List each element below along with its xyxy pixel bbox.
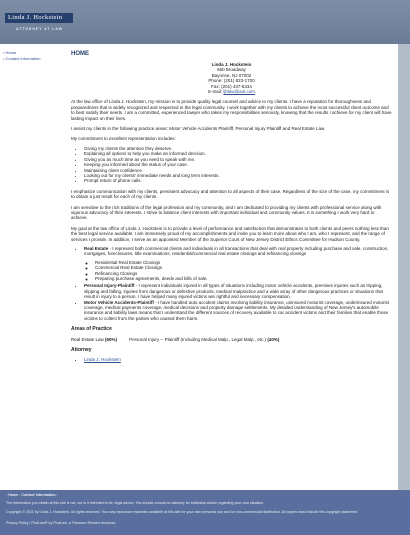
- list-item: • Explaining all options to help you make an informed decision.: [84, 151, 392, 156]
- area-item: [129, 337, 279, 342]
- area-percent: (60%): [105, 336, 118, 342]
- list-item: ◦ Preparing purchase agreements, deeds and bills of sale.: [95, 276, 392, 281]
- list-item: ◦ Commercial Real Estate Closings: [95, 265, 392, 270]
- footer-copyright: Copyright © 2011 by Linda J. Hockstein. All rights reserved. You may reproduce materials available at this site for your own personal use and for non-commercial distribution. All copies must include this copyright statement.: [6, 510, 359, 514]
- commitment-paragraph: My commitment to excellent representation includes:: [71, 136, 176, 142]
- site-footer: [0, 490, 410, 535]
- list-item: • Giving my clients the attention they deserve.: [84, 146, 392, 151]
- page-content: [0, 44, 398, 490]
- attorney-heading: Attorney: [71, 347, 92, 354]
- sidebar-item-home[interactable]: • Home: [3, 50, 59, 56]
- attorney-link[interactable]: Linda J. Hockstein: [84, 357, 121, 363]
- practice-list: [71, 246, 392, 321]
- list-item: • Giving you as much time as you need to speak with me.: [84, 157, 392, 162]
- list-item: • Prompt return of phone calls.: [84, 178, 392, 183]
- footer-policy[interactable]: Privacy Policy | FindLaw® by FindLaw, a Thomson Reuters business: [6, 521, 116, 525]
- list-item: ◦ Refinancing Closings: [95, 271, 392, 276]
- email-label: E-mail:: [208, 89, 223, 95]
- areas-heading: Areas of Practice: [71, 326, 112, 333]
- sidebar-item-contact[interactable]: • Contact Information: [3, 56, 59, 62]
- site-header: [0, 0, 410, 44]
- commitment-list: [71, 146, 392, 184]
- list-item: ◦ Residential Real Estate Closings: [95, 260, 392, 265]
- email-link[interactable]: ljhlaw@aol.com: [223, 89, 255, 95]
- area-label: Real Estate Law: [71, 336, 104, 342]
- intro-paragraph: At the law office of Linda J. Hockstein, my mission is to provide quality legal counsel and advice to my clients. I have a reputation for thoroughness and preparedness that is widely recognized and respected in the legal community. I work together with my clients to achieve the most successful client outcome and to best satisfy their needs. I am a committed, experienced lawyer who takes my responsibilities seriously, knowing that the results I achieve for my client will have lasting impact on their lives.: [71, 99, 392, 121]
- address-street: 660 Broadway: [217, 67, 246, 73]
- address-name: Linda J. Hockstein: [211, 62, 252, 67]
- footer-disclaimer: The information you obtain at this site is not, nor is it intended to be, legal advice. You should consult an attorney for individual advice regarding your own situation.: [6, 501, 265, 505]
- practice-item: [84, 246, 392, 281]
- practice-title: Personal Injury-Plaintiff: [84, 283, 135, 289]
- address-city: Bayonne, NJ 07002: [211, 72, 252, 78]
- practice-text: - I have handled auto accident claims involving liability insurance, uninsured motorist coverage, underinsured motorist coverage, medical payments coverage, medical decisions and property damage settlements. My detailed understanding of New Jersey's automobile insurance and liability laws means that I understand the different sources of recovery available to car accident victims and their families that enable those victims to collect from the parties who caused them harm.: [84, 299, 389, 321]
- sensitive-paragraph: I am sensitive to the rich traditions of the legal profession and my community, and I am dedicated to providing my clients with professional service along with vigorous advocacy of their interests. I strive to balance client interests with important individual and community values. It is something I work very hard to achieve.: [71, 204, 382, 221]
- goal-paragraph: My goal at the law office of Linda J. Hockstein is to provide a level of performance and satisfaction that demonstrates to both clients and peers nothing less than the best legal service available. I am immensely proud of my accomplishments and invite you to learn more about who I am, who I represent, and the range of services I provide. In addition, I serve as an appointed Member of the Superior Court of New Jersey District Ethics Committee for Hudson County.: [71, 225, 389, 242]
- list-item: [84, 357, 392, 362]
- practice-item: [84, 300, 392, 322]
- practice-item: [84, 283, 392, 299]
- address-phone: Phone: (201) 823-1700: [208, 78, 255, 84]
- address-fax: Fax: (201) 437-5334: [211, 83, 252, 89]
- assist-paragraph: I assist my clients in the following practice areas: Motor Vehicle Accidents Plaintiff, Personal Injury Plaintiff and Real Estate Law.: [71, 126, 326, 132]
- sidebar-nav: [3, 50, 59, 61]
- practice-sub-list: [84, 260, 392, 282]
- area-percent: (40%): [267, 336, 280, 342]
- areas-of-practice: [71, 337, 392, 342]
- contact-address: [71, 62, 392, 94]
- area-label: Personal Injury -- Plaintiff (Including Medical Malp., Legal Malp., etc.): [129, 336, 267, 342]
- practice-title: Real Estate: [84, 245, 109, 251]
- list-item: • Maintaining client confidence.: [84, 168, 392, 173]
- attorney-list: [71, 357, 392, 362]
- list-item: • Looking out for my clients' immediate needs and long term interests.: [84, 173, 392, 178]
- practice-text: - I represent individuals injured in all types of situations including motor vehicle accidents, premises injuries such as tripping, slipping and falling, injuries from dangerous or defective products, medical malpractice and a wide array of other dangerous practices or situations that result in injury to a person. I have helped many injured victims win rightful and necessary compensation.: [84, 283, 383, 300]
- page-title: HOME: [71, 51, 89, 57]
- practice-text: - I represent both commercial clients and individuals in all transactions that deal with real property including purchase and sale, construction, mortgages, foreclosures, title examinations, residential/commercial real estate closings and refinancing closings: [84, 245, 389, 257]
- area-item: [71, 337, 117, 342]
- site-logo[interactable]: Linda J. Hockstein: [5, 13, 73, 23]
- practice-title: Motor Vehicle Accidents-Plaintiff: [84, 299, 154, 305]
- main-content: [71, 50, 392, 363]
- emphasize-paragraph: I emphasize communication with my clients, persistent advocacy and attention to all aspects of their case. Regardless of the size of the case, my commitment is to obtain a just result for each of my clients.: [71, 188, 390, 200]
- address-email-row: [71, 89, 392, 94]
- footer-nav[interactable]: : Home : Contact Information :: [6, 493, 58, 497]
- site-tagline: ATTORNEY AT LAW: [16, 27, 63, 31]
- list-item: • Keeping you informed about the status of your case.: [84, 162, 392, 167]
